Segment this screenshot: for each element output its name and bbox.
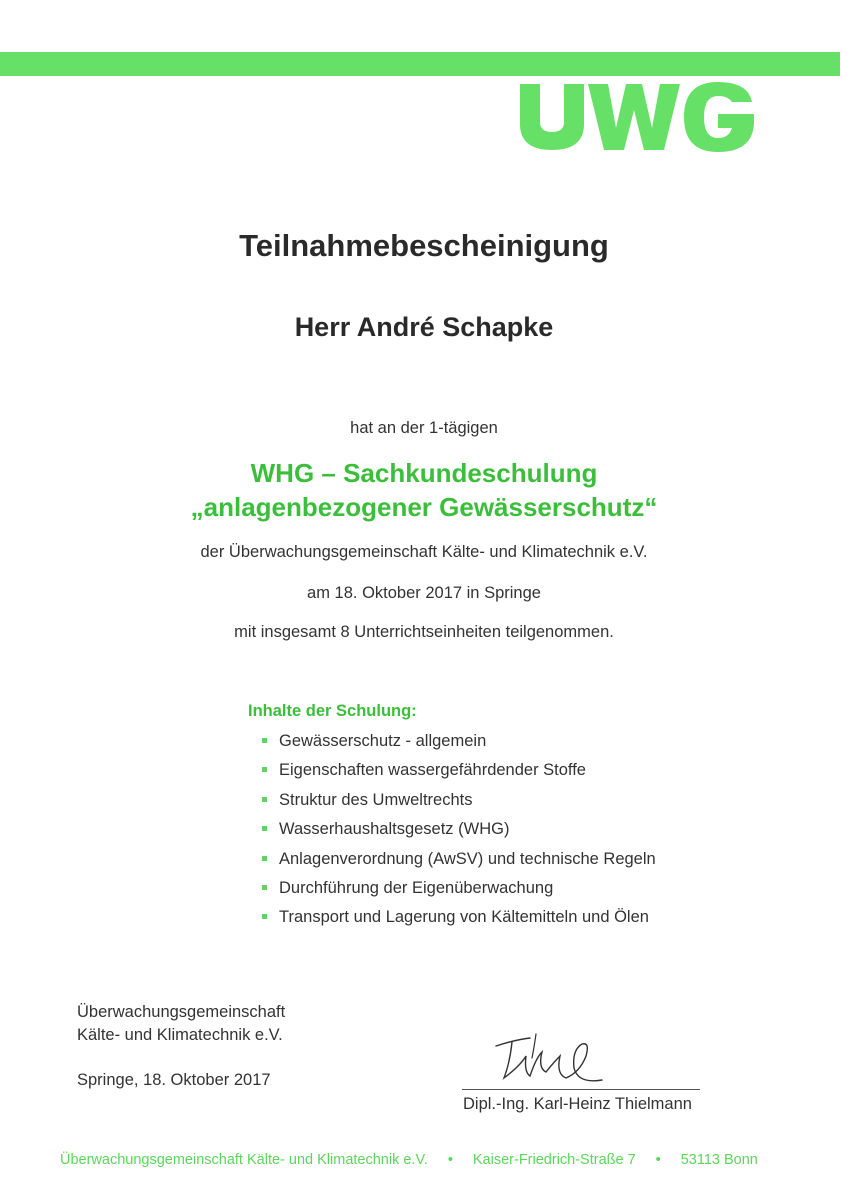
course-title-line1: WHG – Sachkundeschulung xyxy=(250,458,598,488)
bullet-icon xyxy=(262,797,267,802)
list-item: Wasserhaushaltsgesetz (WHG) xyxy=(262,819,656,848)
bullet-icon xyxy=(262,885,267,890)
document-title: Teilnahmebescheinigung xyxy=(239,228,609,263)
logo-letter-g xyxy=(684,82,754,152)
list-item: Struktur des Umweltrechts xyxy=(262,790,656,819)
contents-list xyxy=(262,731,656,937)
logo-letter-u xyxy=(520,84,584,150)
footer-org: Überwachungsgemeinschaft Kälte- und Klimatechnik e.V. xyxy=(60,1152,428,1168)
bullet-icon xyxy=(262,767,267,772)
logo-umlaut-dot-right xyxy=(560,54,578,72)
signature xyxy=(490,1028,620,1090)
intro-text: hat an der 1-tägigen xyxy=(350,419,498,437)
uewg-logo xyxy=(518,52,758,162)
footer-separator: • xyxy=(655,1152,661,1168)
date-place-text: am 18. Oktober 2017 in Springe xyxy=(307,584,541,602)
list-item: Transport und Lagerung von Kältemitteln und Ölen xyxy=(262,907,656,936)
contents-heading: Inhalte der Schulung: xyxy=(248,702,417,720)
logo-umlaut-dot-left xyxy=(526,54,544,72)
course-title-line2: „anlagenbezogener Gewässerschutz“ xyxy=(190,492,658,522)
list-item: Gewässerschutz - allgemein xyxy=(262,731,656,760)
issuer-line1: Überwachungsgemeinschaft xyxy=(77,1003,286,1021)
units-text: mit insgesamt 8 Unterrichtseinheiten teilgenommen. xyxy=(234,623,614,641)
footer-street: Kaiser-Friedrich-Straße 7 xyxy=(472,1152,636,1168)
footer xyxy=(60,1152,758,1168)
list-item: Eigenschaften wassergefährdender Stoffe xyxy=(262,760,656,789)
logo-letter-w xyxy=(588,84,680,150)
organizer-text: der Überwachungsgemeinschaft Kälte- und Klimatechnik e.V. xyxy=(200,543,648,561)
bullet-icon xyxy=(262,914,267,919)
footer-separator: • xyxy=(447,1152,453,1168)
footer-city: 53113 Bonn xyxy=(680,1152,758,1168)
list-item: Durchführung der Eigenüberwachung xyxy=(262,878,656,907)
list-item: Anlagenverordnung (AwSV) und technische Regeln xyxy=(262,849,656,878)
bullet-icon xyxy=(262,856,267,861)
issuer-line2: Kälte- und Klimatechnik e.V. xyxy=(77,1026,283,1044)
issuer-place-date: Springe, 18. Oktober 2017 xyxy=(77,1071,271,1089)
bullet-icon xyxy=(262,738,267,743)
signature-line xyxy=(462,1089,700,1090)
signatory-name: Dipl.-Ing. Karl-Heinz Thielmann xyxy=(463,1095,692,1113)
bullet-icon xyxy=(262,826,267,831)
recipient-name: Herr André Schapke xyxy=(294,312,554,342)
